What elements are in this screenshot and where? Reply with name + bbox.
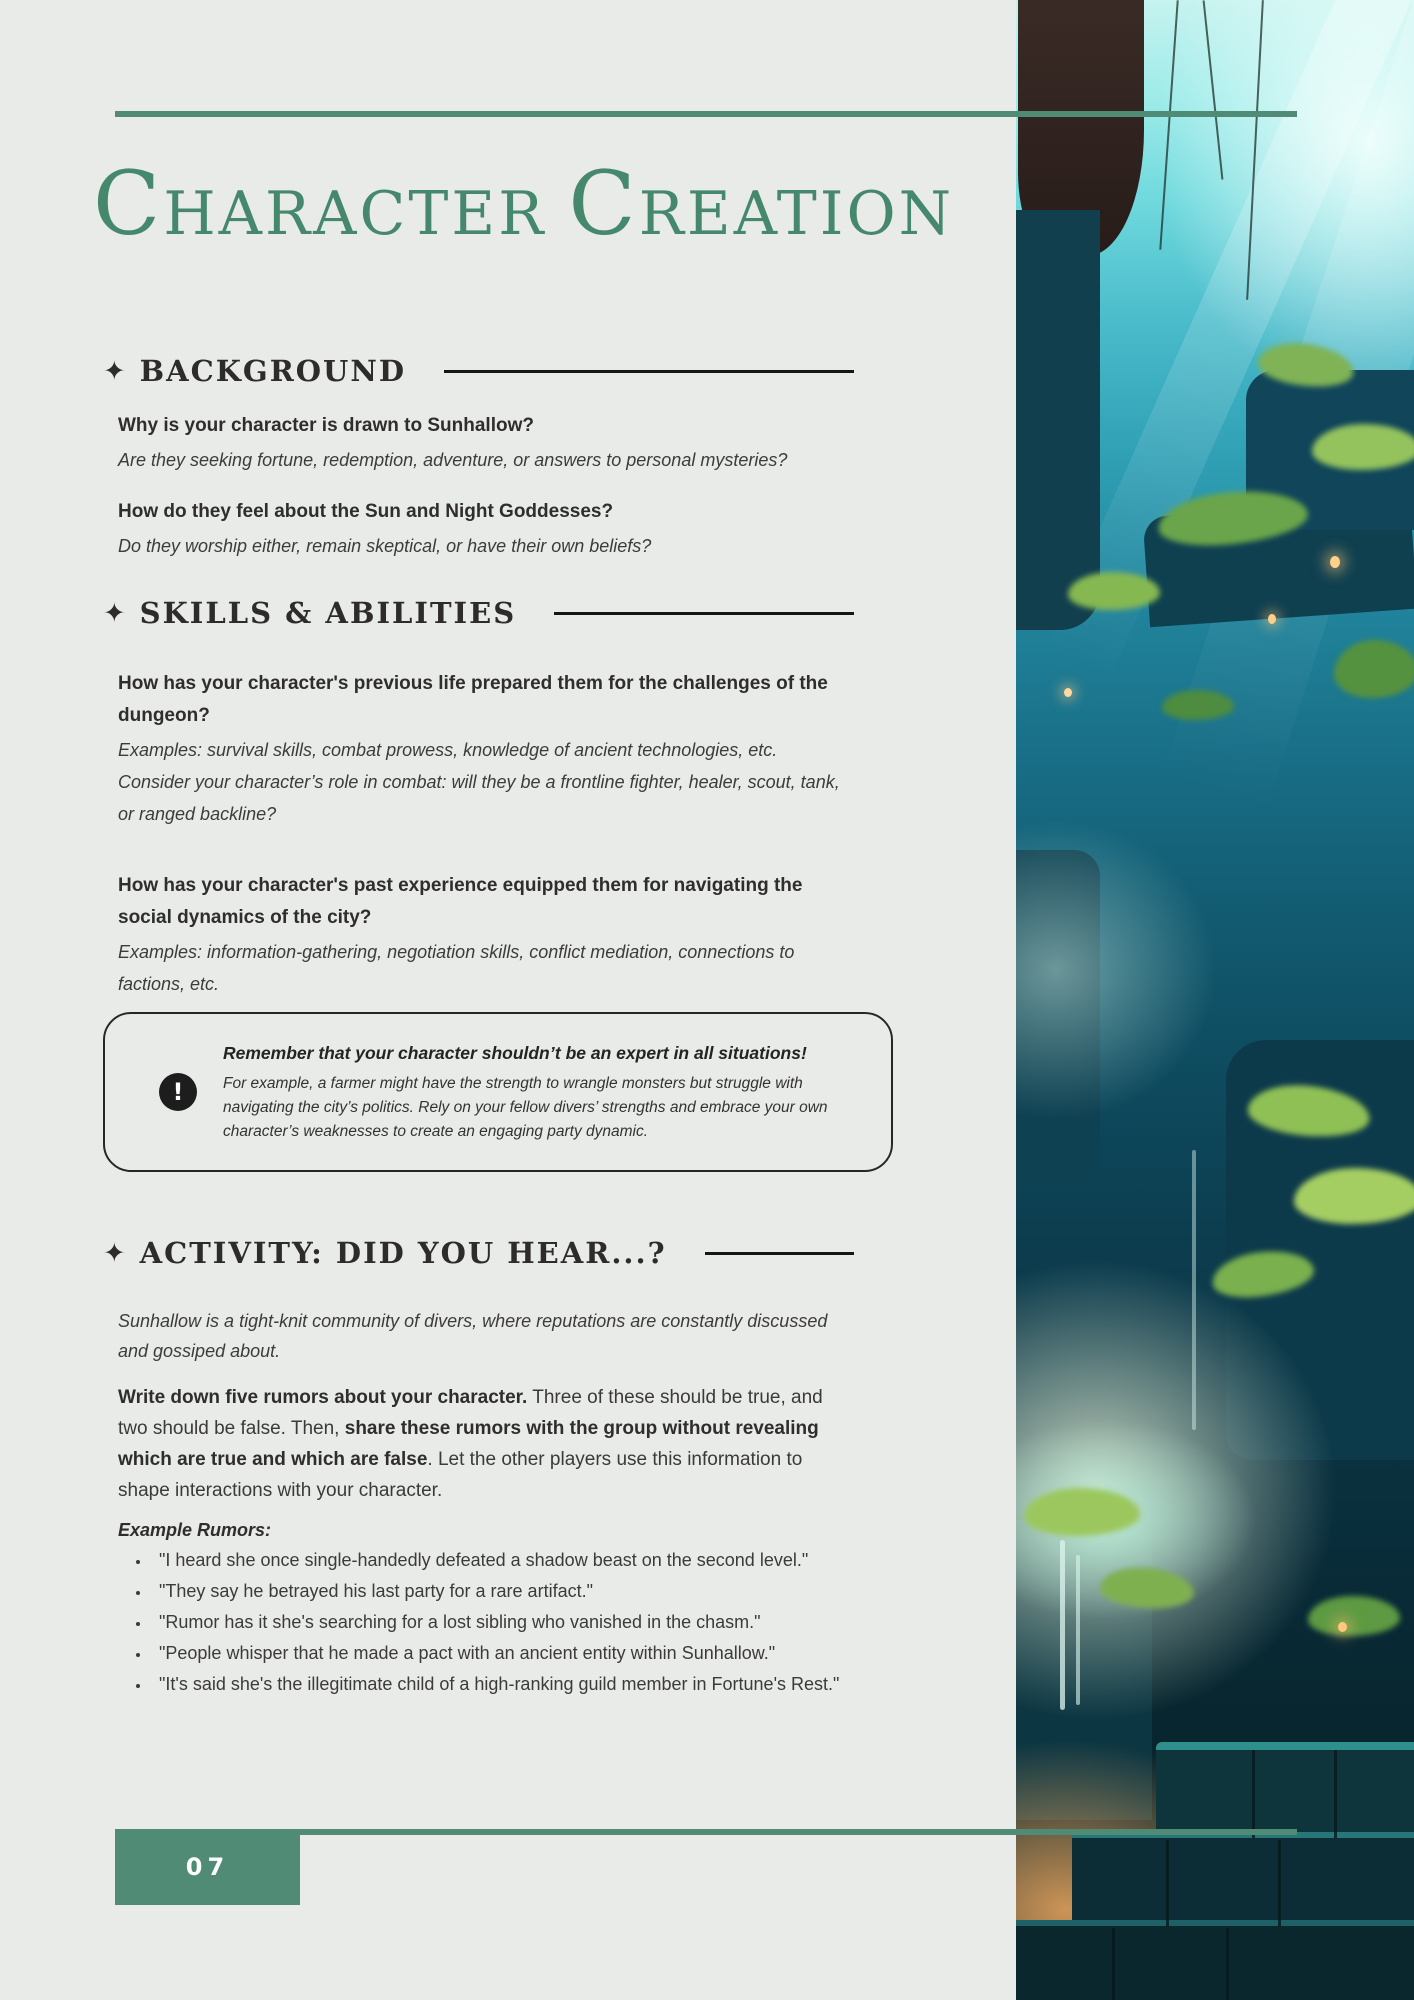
heading-rule [554,612,854,615]
heading-rule [705,1252,854,1255]
art-layer [1312,424,1414,470]
rumors-list [145,1546,854,1699]
exclamation-glyph: ! [172,1078,184,1106]
art-layer [1060,1540,1065,1710]
art-layer [1338,1622,1347,1632]
art-layer [1192,1150,1196,1430]
rumor-item: • "Rumor has it she's searching for a lost sibling who vanished in the chasm." [151,1608,854,1637]
page-number: 07 [185,1853,230,1881]
art-layer [1268,614,1276,624]
art-layer [1278,1840,1281,1926]
art-layer [1330,556,1340,568]
question-block [103,410,854,476]
art-layer [1166,1840,1169,1926]
top-divider-rule [115,111,1297,117]
page-title-word: CREATION [568,152,955,255]
question-block [103,496,854,562]
question-text: How do they feel about the Sun and Night Goddesses? [118,501,614,522]
art-layer [1252,1750,1255,1838]
art-layer [1024,1488,1140,1536]
rumor-item: • "I heard she once single-handedly defeated a shadow beast on the second level." [151,1546,854,1575]
question-hint: Do they worship either, remain skeptical, or have their own beliefs? [118,536,652,556]
question-block [103,668,854,830]
art-layer [1016,1920,1414,2000]
question-text: How has your character's previous life prepared them for the challenges of the dungeon? [118,673,828,726]
rumor-item: • "They say he betrayed his last party for a rare artifact." [151,1577,854,1606]
art-layer [1294,1168,1414,1224]
callout-body: For example, a farmer might have the strength to wrangle monsters but struggle with navigating the city’s politics. Rely on your fellow divers’ strengths and embrace your own character’s weaknesses to create an engaging party dynamic. [223,1075,828,1140]
art-layer [1334,640,1414,698]
question-hint: Examples: information-gathering, negotiation skills, conflict mediation, connections to factions, etc. [118,942,795,994]
art-layer [1226,1928,1229,2000]
callout-box [103,1012,893,1172]
art-layer [1162,690,1234,720]
heading-rule [444,370,854,373]
question-text: Why is your character is drawn to Sunhallow? [118,415,534,436]
diamond-icon: ✦ [103,597,126,629]
activity-instructions [103,1382,854,1506]
section-heading-skills [103,596,854,630]
activity-intro: Sunhallow is a tight-knit community of divers, where reputations are constantly discussed and gossiped about. [118,1311,828,1361]
art-layer [1112,1928,1115,2000]
section-heading-activity [103,1236,854,1270]
art-layer [1334,1750,1337,1838]
exclamation-icon [159,1073,197,1111]
instruction-part: Three of these should be true, and two should be false. Then, [118,1387,823,1439]
art-layer [1072,1832,1414,1926]
art-layer [1076,1555,1080,1705]
section-title: BACKGROUND [139,354,406,388]
question-hint: Are they seeking fortune, redemption, adventure, or answers to personal mysteries? [118,450,788,470]
rumors-label: Example Rumors: [118,1520,272,1540]
art-layer [1156,1742,1414,1838]
art-layer [1068,572,1160,610]
callout-title: Remember that your character shouldn’t be an expert in all situations! [223,1043,807,1063]
instruction-part: . Let the other players use this information to shape interactions with your character. [118,1449,803,1501]
page-title-word: CHARACTER [93,152,547,255]
art-layer [1016,820,1216,1120]
question-block [103,870,854,1000]
diamond-icon: ✦ [103,355,126,387]
question-text: How has your character's past experience equipped them for navigating the social dynamics of the city? [118,875,803,928]
question-hint: Examples: survival skills, combat prowess, knowledge of ancient technologies, etc. Consider your character’s role in combat: will they be a frontline fighter, healer, scout, tank, or ranged backline? [118,740,840,824]
callout-text [223,1040,843,1144]
dungeon-artwork [1016,0,1414,2000]
art-layer [1308,1596,1400,1636]
instruction-part: Write down five rumors about your character. [118,1387,528,1408]
page-title [93,152,955,262]
art-layer [1016,210,1100,630]
section-title: SKILLS & ABILITIES [139,596,517,630]
page-number-badge [115,1829,300,1905]
diamond-icon: ✦ [103,1237,126,1269]
rumor-item: • "People whisper that he made a pact with an ancient entity within Sunhallow." [151,1639,854,1668]
section-heading-background [103,354,854,388]
instruction-part: share these rumors with the group without revealing which are true and which are false [118,1418,819,1470]
rumor-item: • "It's said she's the illegitimate child of a high-ranking guild member in Fortune's Rest." [151,1670,854,1699]
section-title: ACTIVITY: DID YOU HEAR...? [139,1236,667,1270]
art-layer [1064,688,1072,697]
